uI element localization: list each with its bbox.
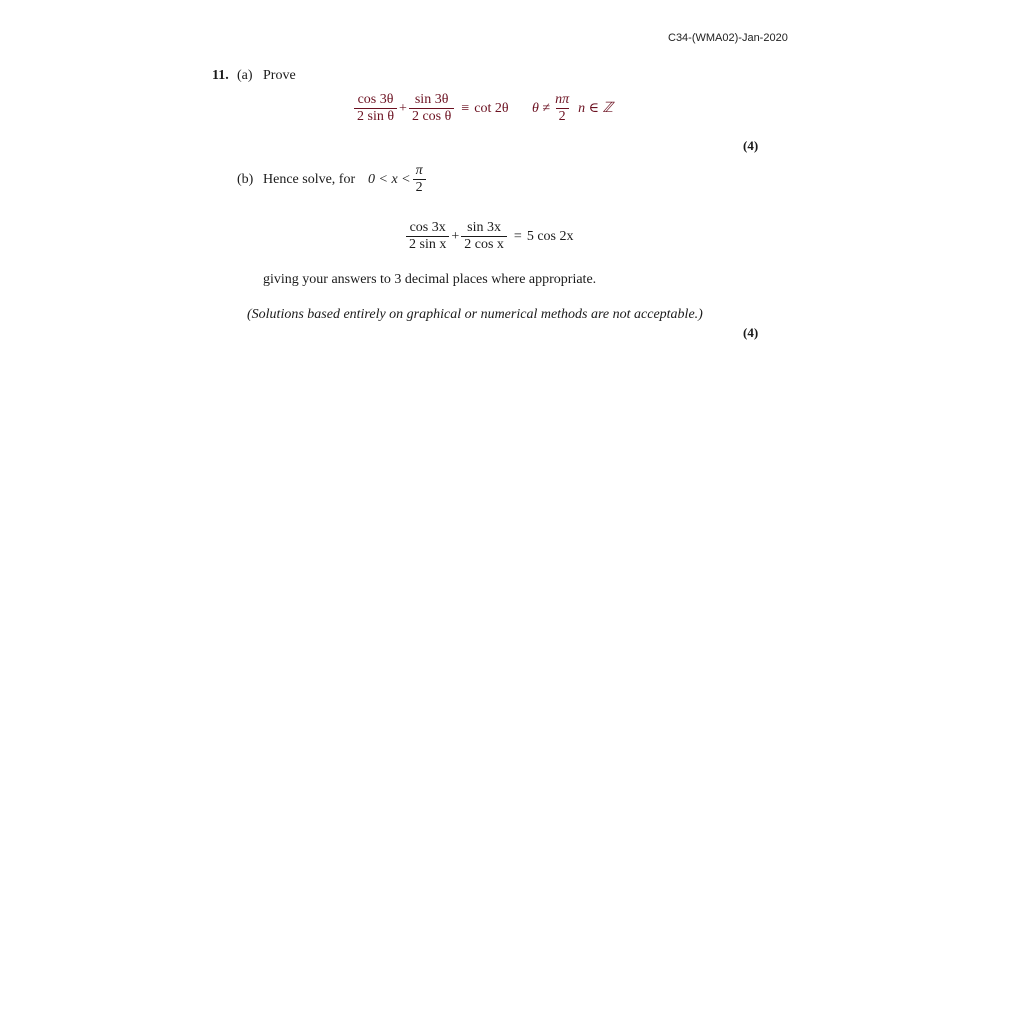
equation-term2-denominator: 2 cos x bbox=[461, 236, 507, 253]
identity-expression bbox=[352, 92, 509, 125]
plus-sign: + bbox=[399, 100, 407, 116]
part-b-label: (b) bbox=[237, 172, 254, 187]
range-expression bbox=[368, 163, 428, 196]
identity-condition bbox=[532, 92, 613, 125]
part-b-marks: (4) bbox=[743, 325, 759, 340]
paper-code: C34-(WMA02)-Jan-2020 bbox=[668, 32, 788, 44]
method-note: (Solutions based entirely on graphical or numerical methods are not acceptable.) bbox=[247, 307, 703, 322]
equation-term2-fraction bbox=[461, 220, 507, 253]
identity-term1-fraction bbox=[354, 92, 397, 125]
equation-expression bbox=[404, 220, 574, 253]
part-b-instruction: Hence solve, for bbox=[263, 172, 356, 187]
equation-rhs: 5 cos 2x bbox=[526, 228, 574, 244]
range-numerator: π bbox=[415, 163, 423, 178]
range-denominator: 2 bbox=[413, 179, 426, 196]
equiv-sign: ≡ bbox=[461, 100, 470, 116]
identity-rhs: cot 2θ bbox=[474, 100, 509, 116]
part-a-marks: (4) bbox=[743, 138, 759, 153]
equals-sign: = bbox=[513, 228, 522, 244]
identity-term1-numerator: cos 3θ bbox=[357, 92, 394, 107]
part-a-label: (a) bbox=[237, 68, 253, 83]
equation-term2-numerator: sin 3x bbox=[467, 220, 501, 235]
plus-sign: + bbox=[451, 228, 460, 244]
equation-term1-numerator: cos 3x bbox=[409, 220, 446, 235]
equation-term1-denominator: 2 sin x bbox=[406, 236, 449, 253]
identity-term2-fraction bbox=[409, 92, 454, 125]
answer-precision-instruction: giving your answers to 3 decimal places where appropriate. bbox=[263, 272, 597, 287]
range-lhs: 0 < x < bbox=[368, 171, 411, 187]
range-fraction bbox=[413, 163, 426, 196]
identity-term1-denominator: 2 sin θ bbox=[354, 108, 397, 125]
condition-rest: n ∈ ℤ bbox=[578, 101, 613, 116]
condition-numerator: nπ bbox=[555, 92, 570, 107]
equation-term1-fraction bbox=[406, 220, 449, 253]
question-number: 11. bbox=[212, 68, 229, 83]
part-a-instruction: Prove bbox=[263, 68, 296, 83]
condition-lhs: θ ≠ bbox=[532, 100, 551, 116]
condition-fraction bbox=[552, 92, 572, 125]
identity-term2-numerator: sin 3θ bbox=[414, 92, 449, 107]
condition-denominator: 2 bbox=[556, 108, 569, 125]
identity-term2-denominator: 2 cos θ bbox=[409, 108, 454, 125]
